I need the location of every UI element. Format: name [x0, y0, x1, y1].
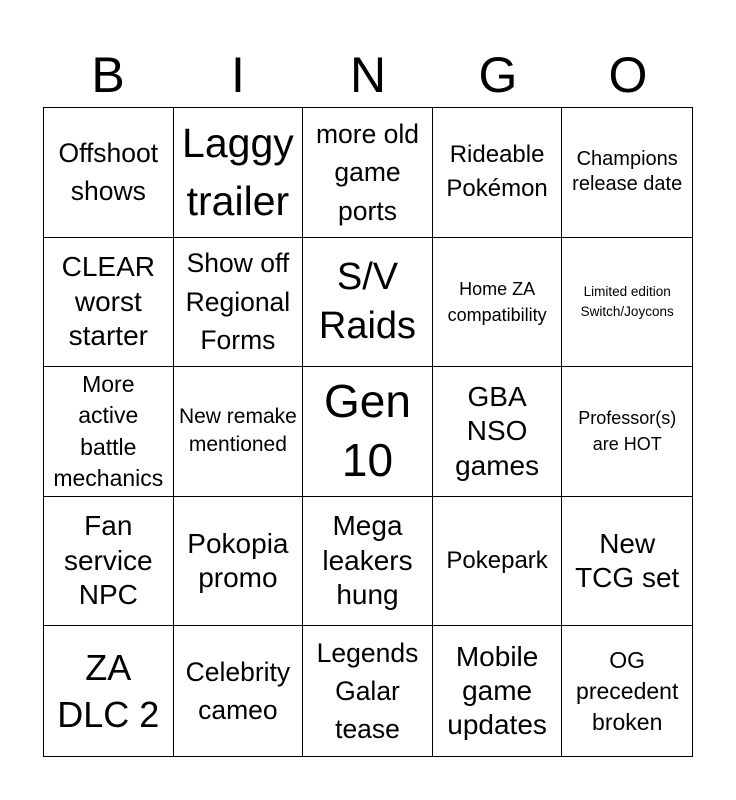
bingo-cell[interactable]: Professor(s) are HOT	[562, 367, 692, 497]
bingo-cell[interactable]: S/V Raids	[303, 238, 433, 368]
bingo-cell[interactable]: Mega leakers hung	[303, 497, 433, 627]
header-letter-b: B	[91, 47, 125, 103]
header-letter-g: G	[478, 47, 518, 103]
header-letter-i: I	[231, 47, 245, 103]
bingo-cell[interactable]: Celebrity cameo	[174, 626, 304, 756]
bingo-cell[interactable]: CLEAR worst starter	[44, 238, 174, 368]
bingo-header	[43, 44, 693, 106]
bingo-cell[interactable]: Offshoot shows	[44, 108, 174, 238]
bingo-cell[interactable]: OG precedent broken	[576, 646, 679, 735]
bingo-cell[interactable]: Fan service NPC	[44, 497, 174, 627]
bingo-cell[interactable]: GBA NSO games	[433, 367, 563, 497]
bingo-cell[interactable]: New TCG set	[562, 497, 692, 627]
header-letter-n: N	[349, 47, 387, 103]
bingo-cell[interactable]: Pokopia promo	[174, 497, 304, 627]
bingo-cell[interactable]: Rideable Pokémon	[433, 108, 563, 238]
bingo-cell[interactable]: Show off Regional Forms	[174, 238, 304, 368]
bingo-cell[interactable]: Pokepark	[433, 497, 563, 627]
bingo-cell[interactable]: Champions release date	[562, 108, 692, 238]
bingo-cell[interactable]: more old game ports	[303, 108, 433, 238]
bingo-cell[interactable]: Home ZA compatibility	[433, 238, 563, 368]
bingo-cell[interactable]: Legends Galar tease	[303, 626, 433, 756]
bingo-cell[interactable]: Mobile game updates	[433, 626, 563, 756]
header-letter-o: O	[608, 47, 648, 103]
bingo-cell[interactable]: More active battle mechanics	[44, 367, 174, 497]
bingo-cell[interactable]: Laggy trailer	[174, 108, 304, 238]
bingo-cell[interactable]: Gen 10	[303, 367, 433, 497]
bingo-cell[interactable]: ZA DLC 2	[44, 626, 174, 756]
bingo-cell[interactable]: Limited edition Switch/Joycons	[562, 238, 692, 368]
bingo-board	[43, 107, 693, 757]
bingo-cell[interactable]: New remake mentioned	[174, 367, 304, 497]
